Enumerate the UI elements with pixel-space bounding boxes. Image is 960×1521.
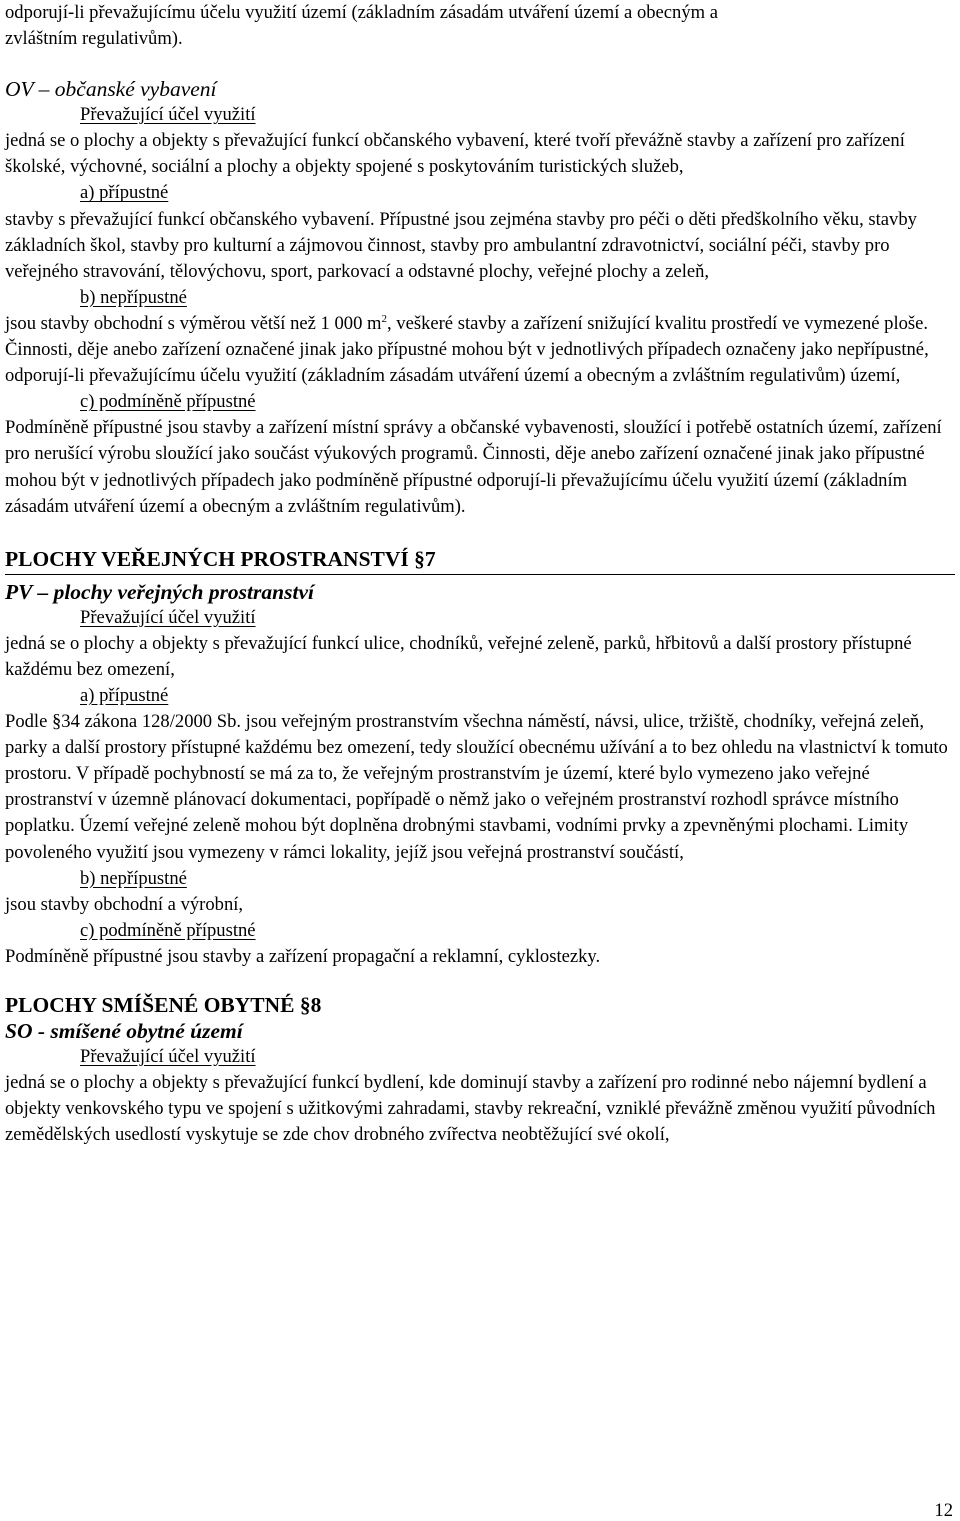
section-8-heading: PLOCHY SMÍŠENÉ OBYTNÉ §8: [5, 993, 322, 1017]
document-page: [5, 0, 955, 1148]
ov-conditional-heading: c) podmíněně přípustné: [80, 391, 256, 413]
pv-permitted-text: Podle §34 zákona 128/2000 Sb. jsou veřejným prostranstvím všechna náměstí, návsi, ulice, tržiště, chodníky, veřejná zeleň, parky a další prostory přístupné každému bez omezení, tedy sloužící obecnému užívání a to bez ohledu na vlastnictví k tomuto prostoru. V případě pochybností se má za to, že veřejným prostranstvím je území, které bylo vymezeno jako veřejné prostranství v územně plánovací dokumentaci, popřípadě o němž jako o veřejném prostranství rozhodl správce místního poplatku. Území veřejné zeleně mohou být doplněna drobnými stavbami, vodními prvky a zpevněnými plochami. Limity povoleného využití jsou vymezeny v rámci lokality, jejíž jsou veřejná prostranství součástí,: [5, 711, 948, 863]
ov-permitted-text: stavby s převažující funkcí občanského vybavení. Přípustné jsou zejména stavby pro péči o děti předškolního věku, stavby základních škol, stavby pro kulturní a zájmovou činnost, stavby pro ambulantní zdravotnictví, sociální péči, stavby pro veřejného stravování, tělovýchovu, sport, parkovací a odstavné plochy, veřejné plochy a zeleň,: [5, 208, 917, 282]
pv-prohibited-heading: b) nepřípustné: [80, 867, 187, 889]
spacer: [5, 520, 955, 546]
ov-prohibited-sup: 2: [381, 312, 387, 325]
pv-conditional-text: Podmíněně přípustné jsou stavby a zařízení propagační a reklamní, cyklostezky.: [5, 945, 601, 967]
so-title: SO - smíšené obytné území: [5, 1019, 243, 1043]
ov-block: [5, 76, 955, 520]
so-purpose-heading: Převažující účel využití: [80, 1046, 256, 1067]
section-7: [5, 546, 955, 970]
ov-conditional-text: Podmíněně přípustné jsou stavby a zařízení místní správy a občanské vybavenosti, sloužící i potřebě ostatních území, zařízení pro nerušící výrobu sloužící jako součást výukových programů. Činnosti, děje anebo zařízení označené jinak jako přípustné mohou být v jednotlivých případech jako podmíněně přípustné odporují-li převažujícímu účelu využití území (základním zásadám utváření území a obecným a zvláštním regulativům).: [5, 417, 942, 517]
pv-permitted-heading: a) přípustné: [80, 684, 169, 706]
spacer: [5, 52, 955, 76]
section-7-heading: PLOCHY VEŘEJNÝCH PROSTRANSTVÍ §7: [5, 546, 955, 575]
ov-purpose-heading: Převažující účel využití: [80, 104, 256, 126]
spacer: [5, 970, 955, 992]
ov-prohibited-text: [5, 311, 955, 337]
ov-permitted-heading: a) přípustné: [80, 182, 169, 204]
ov-title: OV – občanské vybavení: [5, 77, 217, 102]
section-8: [5, 992, 955, 1148]
pv-prohibited-text: jsou stavby obchodní a výrobní,: [5, 893, 244, 915]
pv-conditional-heading: c) podmíněně přípustné: [80, 919, 256, 941]
page-number: 12: [934, 1500, 953, 1521]
pv-title: PV – plochy veřejných prostranství: [5, 579, 314, 604]
ov-prohibited-heading: b) nepřípustné: [80, 286, 187, 308]
so-purpose-text: jedná se o plochy a objekty s převažující funkcí bydlení, kde dominují stavby a zařízení pro rodinné nebo nájemní bydlení a objekty venkovského typu ve spojení s užitkovými zahradami, stavby rekreační, vzniklé převážně změnou využití původních zemědělských usedlostí vyskytuje se zde chov drobného zvířectva neobtěžující své okolí,: [5, 1072, 936, 1146]
ov-prohibited-text-post: , veškeré stavby a zařízení snižující kvalitu prostředí ve vymezené ploše.: [386, 312, 929, 334]
ov-purpose-text: jedná se o plochy a objekty s převažující funkcí občanského vybavení, které tvoří převážně stavby a zařízení pro zařízení školské, výchovné, sociální a plochy a objekty spojené s poskytováním turistických služeb,: [5, 130, 905, 178]
pv-purpose-heading: Převažující účel využití: [80, 606, 256, 628]
pv-purpose-text: jedná se o plochy a objekty s převažující funkcí ulice, chodníků, veřejné zeleně, parků, hřbitovů a další prostory přístupné každému bez omezení,: [5, 632, 912, 680]
ov-prohibited-text-2: Činnosti, děje anebo zařízení označené jinak jako přípustné mohou být v jednotlivých případech označeny jako nepřípustné, odporují-li převažujícímu účelu využití (základním zásadám utváření území a obecným a zvláštním regulativům) území,: [5, 339, 929, 387]
intro-line-2: zvláštním regulativům).: [5, 28, 183, 50]
ov-prohibited-text-pre: jsou stavby obchodní s výměrou větší než 1 000 m: [5, 312, 382, 334]
intro-line-1: odporují-li převažujícímu účelu využití území (základním zásadám utváření území a obecným a: [5, 2, 719, 23]
